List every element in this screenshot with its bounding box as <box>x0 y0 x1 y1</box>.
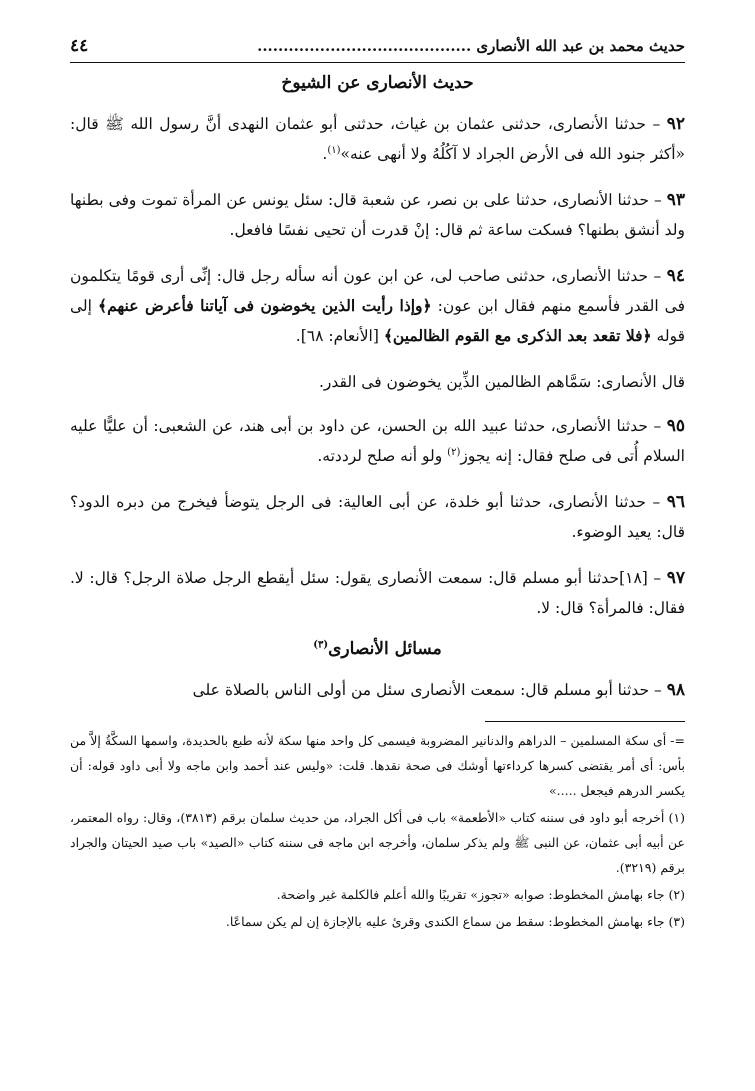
hadith-text: – حدثنا الأنصارى، حدثنا أبو خلدة، عن أبى العالية: فى الرجل يتوضأ فيخرج من دبره الدود؟ قال: يعيد الوضوء. <box>70 493 685 541</box>
section-title-masail <box>70 639 685 659</box>
hadith-number: ٩٣ <box>666 190 685 210</box>
hadith-text-mid: إلى قوله <box>70 297 685 345</box>
section-title-text: مسائل الأنصارى <box>328 639 442 659</box>
hadith-text-end: ولو أنه صلح لرددته. <box>317 447 448 465</box>
footnote-3: (٣) جاء بهامش المخطوط: سقط من سماع الكندى وقرئ عليه بالإجازة إن لم يكن سماعًا. <box>225 914 685 929</box>
hadith-text: – حدثنا الأنصارى، حدثنا عبيد الله بن الحسن، عن داود بن أبى هند، عن الشعبى: أن عليًّا عليه السلام أُتى فى صلح فقال: إنه يجوز <box>70 417 685 465</box>
running-head-title: حديث محمد بن عبد الله الأنصارى ......................................... <box>257 37 685 55</box>
hadith-number: ٩٤ <box>666 266 685 286</box>
hadith-number: ٩٥ <box>666 416 685 436</box>
hadith-95 <box>70 411 685 471</box>
running-head <box>70 36 685 63</box>
hadith-text-end: . <box>322 145 328 163</box>
hadith-text: – حدثنا الأنصارى، حدثنى صاحب لى، عن ابن عون أنه سأله رجل قال: إنِّى أرى قومًا يتكلمون فى القدر فأسمع منهم فقال ابن عون: <box>70 267 685 315</box>
footnote-ref[interactable]: (١) <box>327 144 341 156</box>
page-number: ٤٤ <box>70 36 89 56</box>
footnote-ref[interactable]: (٣) <box>313 639 329 651</box>
hadith-number: ٩٦ <box>666 492 685 512</box>
hadith-number: ٩٨ <box>666 680 685 700</box>
footnotes <box>70 728 685 934</box>
hadith-97 <box>70 563 685 623</box>
hadith-text: – حدثنا أبو مسلم قال: سمعت الأنصارى سئل من أولى الناس بالصلاة على <box>192 681 667 699</box>
section-title-ansari-shuyukh: حديث الأنصارى عن الشيوخ <box>281 73 474 93</box>
footnote-continued: =- أى سكة المسلمين – الدراهم والدنانير المضروبة فيسمى كل واحد منها سكة لأنه طبع بالحديدة، واسمها السكَّةُ إلاَّ من بأس: أى أمر يقتضى كسرها كرداءتها أوشك فى صحة نقدها. قلت: «وليس عند أحمد وابن ماجه ولا أبى داود قوله: أن يكسر الدرهم فيجعل .....» <box>70 733 685 798</box>
footnote-2: (٢) جاء بهامش المخطوط: صوابه «تجوز» تقريبًا والله أعلم فالكلمة غير واضحة. <box>276 887 685 902</box>
footnote-ref[interactable]: (٢) <box>447 446 461 458</box>
footnote-separator <box>485 721 685 722</box>
hadith-96 <box>70 487 685 547</box>
hadith-98 <box>70 675 685 705</box>
quran-quote: ﴿فلا تقعد بعد الذكرى مع القوم الظالمين﴾ <box>383 326 652 345</box>
hadith-text: – حدثنا الأنصارى، حدثنى عثمان بن غياث، حدثنى أبو عثمان النهدى أنَّ رسول الله ﷺ قال: «أكثر جنود الله فى الأرض الجراد لا آكُلُهُ ولا أنهى عنه» <box>70 115 685 163</box>
footnote-1: (١) أخرجه أبو داود فى سننه كتاب «الأطعمة» باب فى أكل الجراد، من حديث سلمان برقم (٣٨١٣)، وقال: رواه المعتمر، عن أبيه أبى عثمان، عن النبى ﷺ ولم يذكر سلمان، وأخرجه ابن ماجه فى سننه كتاب «الصيد» باب صيد الحيتان والجراد برقم (٣٢١٩). <box>70 810 685 875</box>
hadith-94 <box>70 261 685 351</box>
hadith-number: ٩٢ <box>666 114 685 134</box>
hadith-text: – [١٨]حدثنا أبو مسلم قال: سمعت الأنصارى يقول: سئل أيقطع الرجل صلاة الرجل؟ قال: لا. فقال: فالمرأة؟ قال: لا. <box>70 569 685 617</box>
hadith-number: ٩٧ <box>666 568 686 588</box>
hadith-92 <box>70 109 685 169</box>
hadith-text: – حدثنا الأنصارى، حدثنا على بن نصر، عن شعبة قال: سئل يونس عن المرأة تموت وفى بطنها ولد أنشق بطنها؟ فسكت ساعة ثم قال: إنْ قدرت أن تحيى نفسًا فافعل. <box>70 191 685 239</box>
quran-quote: ﴿وإذا رأيت الذين يخوضون فى آياتنا فأعرض عنهم﴾ <box>98 296 432 315</box>
hadith-93 <box>70 185 685 245</box>
hadith-text-end: [الأنعام: ٦٨]. <box>295 327 384 345</box>
ansari-comment: قال الأنصارى: سَمَّاهم الظالمين الذِّين يخوضون فى القدر. <box>318 373 685 391</box>
